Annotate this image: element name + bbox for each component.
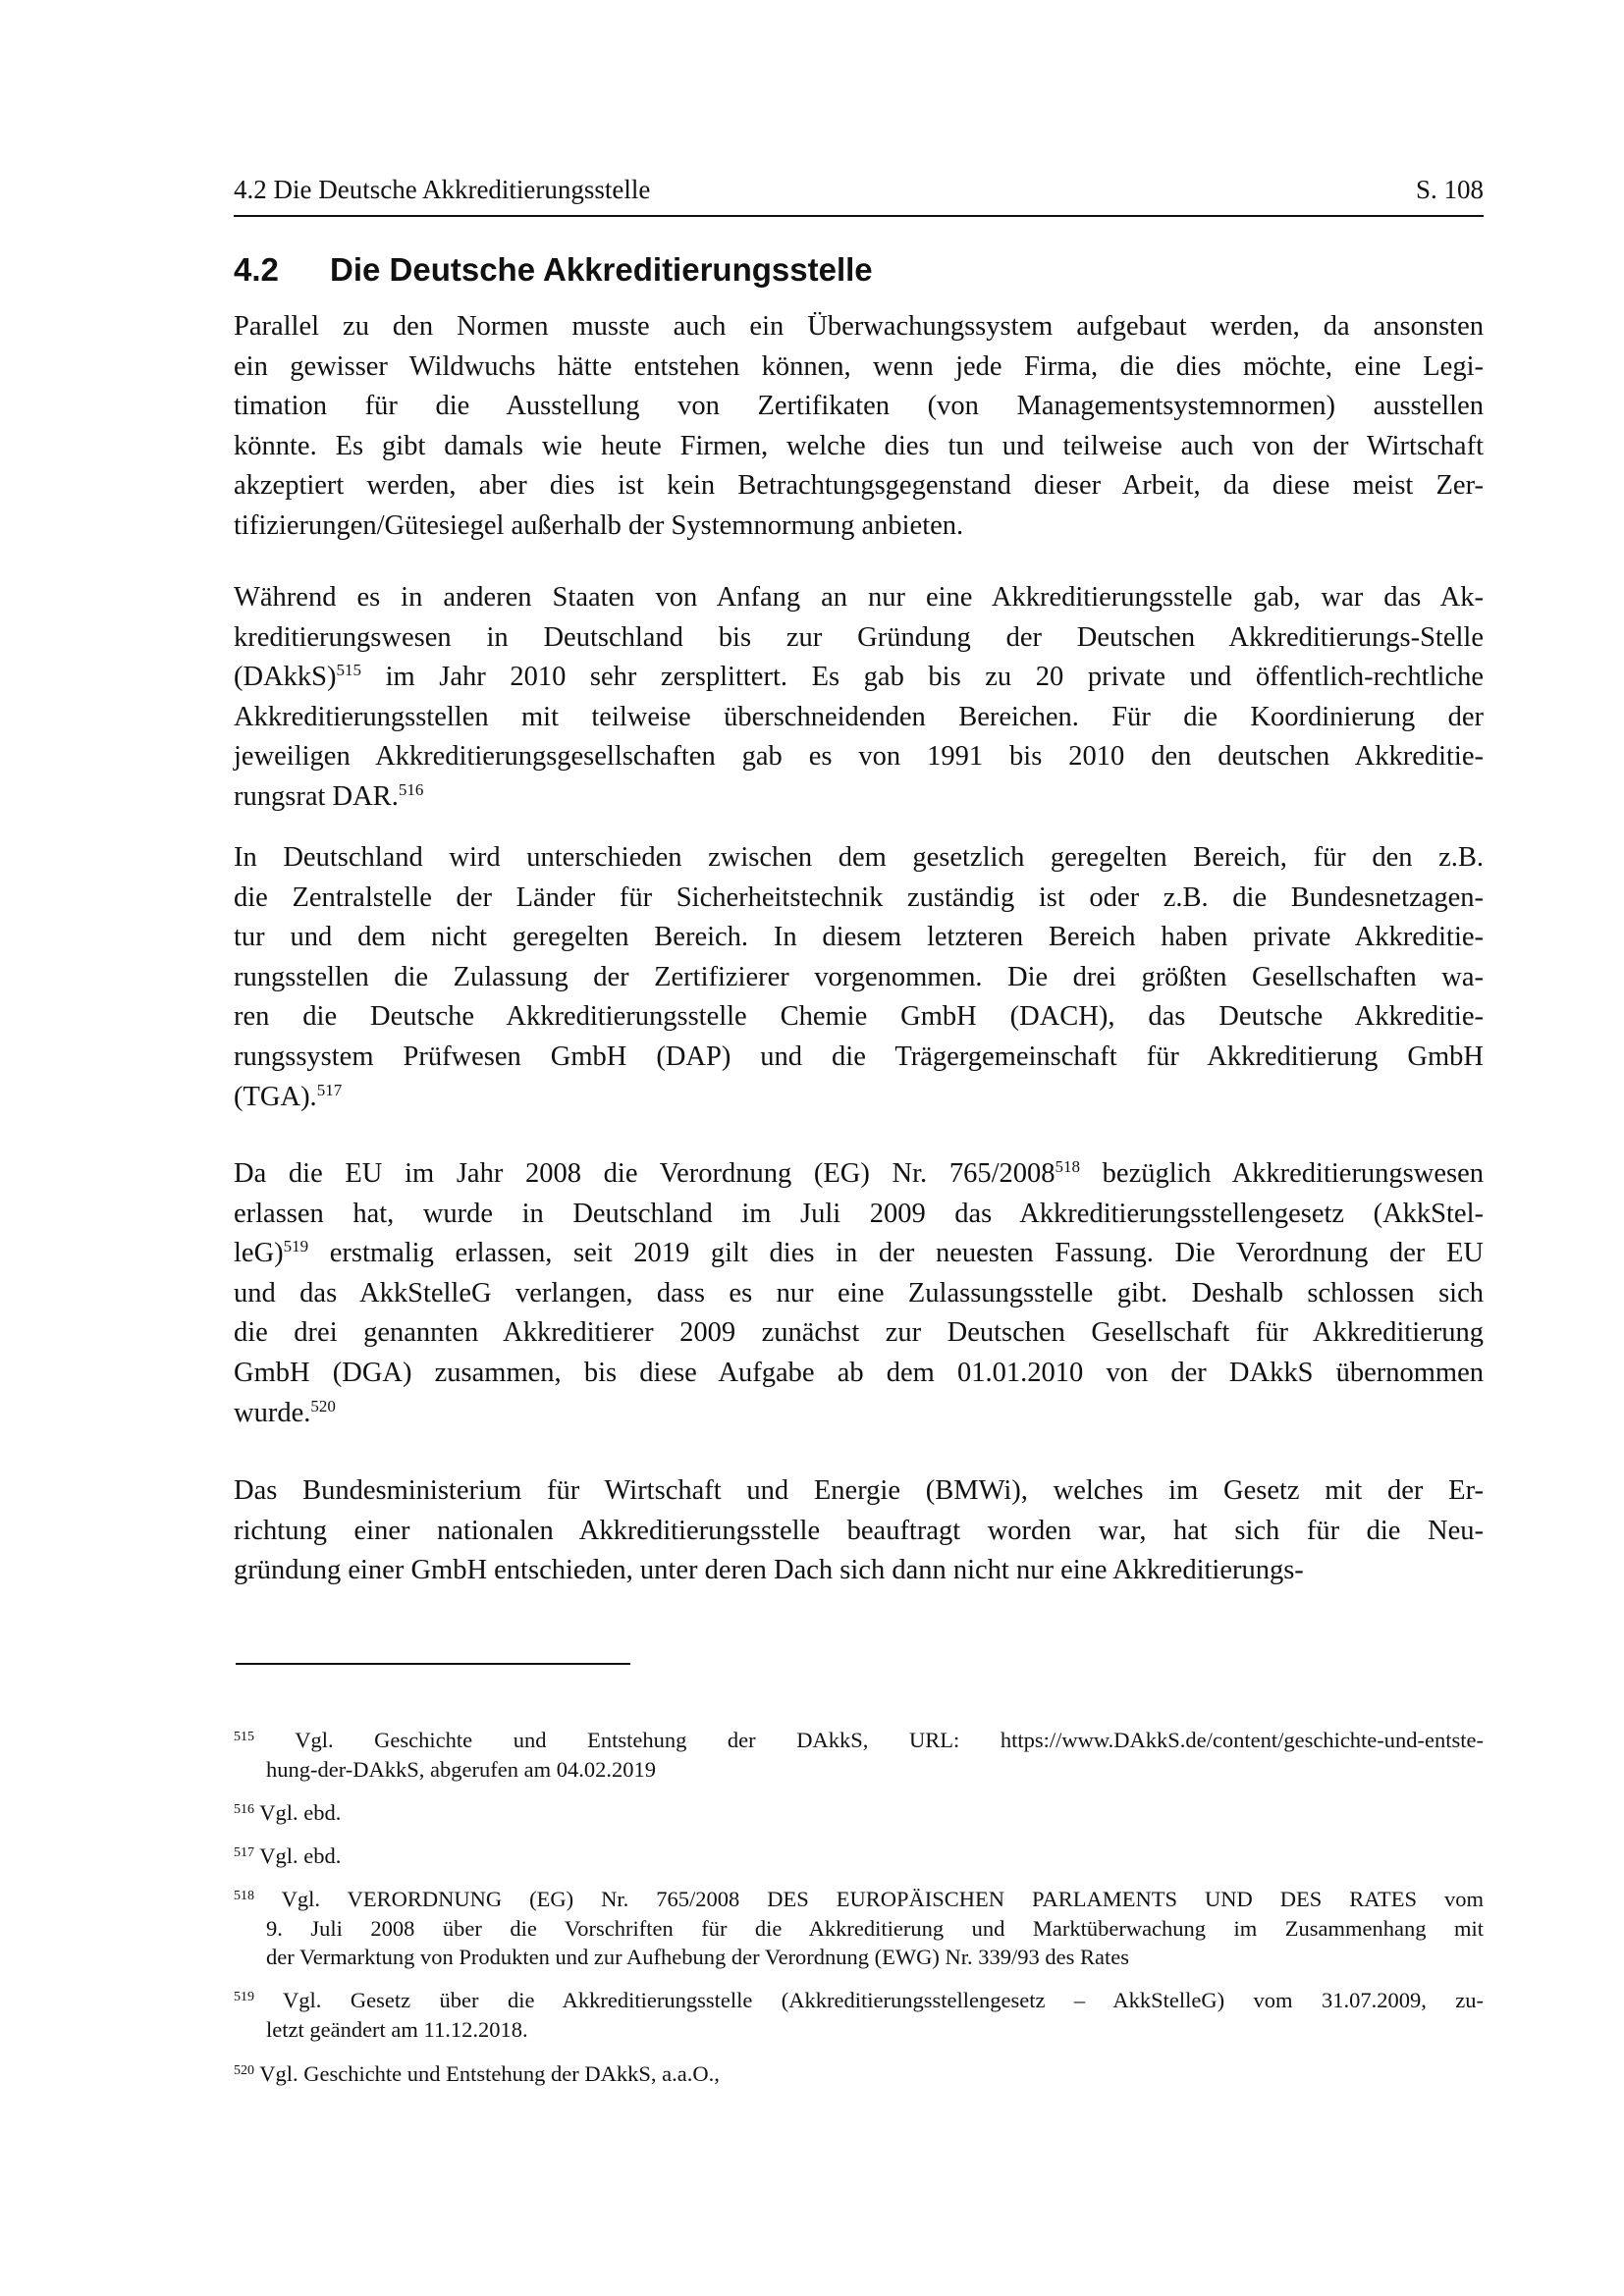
- text-line: timation für die Ausstellung von Zertifikaten (von Managementsystemnormen) ausstellen: [234, 391, 1484, 422]
- footnote-number: 515: [234, 1730, 254, 1744]
- text-line: leG)$^{519}$ erstmalig erlassen, seit 2019 gilt dies in der neuesten Fassung. Die Verordnung der EU: [234, 1237, 1484, 1269]
- text-line: Das Bundesministerium für Wirtschaft und Energie (BMWi), welches im Gesetz mit der Er-: [234, 1475, 1484, 1506]
- footnote: [234, 1842, 1484, 1871]
- running-header: [234, 175, 1484, 205]
- text-line: gründung einer GmbH entschieden, unter deren Dach sich dann nicht nur eine Akkreditierungs-: [234, 1555, 1304, 1586]
- footnote-number: 518: [234, 1889, 254, 1903]
- text-line: und das AkkStelleG verlangen, dass es nur eine Zulassungsstelle gibt. Deshalb schlossen sich: [234, 1277, 1484, 1308]
- footnote-ref[interactable]: 517: [316, 1080, 343, 1099]
- running-header-section: 4.2 Die Deutsche Akkreditierungsstelle: [234, 175, 651, 204]
- text-line: rungssystem Prüfwesen GmbH (DAP) und die Trägergemeinschaft für Akkreditierung GmbH: [234, 1041, 1484, 1072]
- footnote-line: der Vermarktung von Produkten und zur Aufhebung der Verordnung (EWG) Nr. 339/93 des Rates: [266, 1945, 1129, 1969]
- header-rule: [234, 215, 1484, 217]
- text-line: tur und dem nicht geregelten Bereich. In diesem letzteren Bereich haben private Akkreditie-: [234, 922, 1484, 953]
- footnote-number: 517: [234, 1845, 254, 1860]
- text-line: (DAkkS)$^{515}$ im Jahr 2010 sehr zersplittert. Es gab bis zu 20 private und öffentlich-rechtliche: [234, 661, 1484, 693]
- footnote-line: hung-der-DAkkS, abgerufen am 04.02.2019: [266, 1756, 656, 1782]
- footnote-number: 519: [234, 1990, 254, 2004]
- paragraph: [234, 838, 1484, 1117]
- footnote-line: $^{518}$ Vgl. VERORDNUNG (EG) Nr. 765/2008 DES EUROPÄISCHEN PARLAMENTS UND DES RATES vom: [234, 1887, 1484, 1911]
- footnote-line: $^{516}$ Vgl. ebd.: [234, 1800, 342, 1825]
- footnote-line: 9. Juli 2008 über die Vorschriften für die Akkreditierung und Marktüberwachung im Zusammenhang mit: [266, 1915, 1484, 1941]
- footnote-line: $^{515}$ Vgl. Geschichte und Entstehung der DAkkS, URL: https://www.DAkkS.de/content/geschichte-und-entste-: [234, 1728, 1485, 1752]
- footnote: [234, 2059, 1484, 2089]
- text-line: richtung einer nationalen Akkreditierungsstelle beauftragt worden war, hat sich für die Neu-: [234, 1515, 1484, 1546]
- paragraph: [234, 1471, 1484, 1591]
- text-line: wurde.$^{520}$: [234, 1396, 336, 1428]
- text-line: In Deutschland wird unterschieden zwischen dem gesetzlich geregelten Bereich, für den z.B.: [234, 842, 1484, 873]
- text-line: akzeptiert werden, aber dies ist kein Betrachtungsgegenstand dieser Arbeit, da diese meist Zer-: [234, 470, 1484, 502]
- text-line: könnte. Es gibt damals wie heute Firmen, welche dies tun und teilweise auch von der Wirtschaft: [234, 430, 1484, 461]
- footnote-ref[interactable]: 518: [1055, 1157, 1080, 1176]
- footnote-line: $^{517}$ Vgl. ebd.: [234, 1843, 342, 1868]
- text-line: Da die EU im Jahr 2008 die Verordnung (EG) Nr. 765/2008$^{518}$ bezüglich Akkreditierungswesen: [234, 1157, 1484, 1189]
- page-number: S. 108: [1415, 175, 1484, 204]
- footnote-number: 516: [234, 1802, 254, 1817]
- footnote-line: $^{519}$ Vgl. Gesetz über die Akkreditierungsstelle (Akkreditierungsstellengesetz – AkkStelleG) vom 31.07.2009, zu-: [234, 1988, 1484, 2012]
- text-line: erlassen hat, wurde in Deutschland im Juli 2009 das Akkreditierungsstellengesetz (AkkStel-: [234, 1198, 1484, 1229]
- text-line: jeweiligen Akkreditierungsgesellschaften gab es von 1991 bis 2010 den deutschen Akkreditie-: [234, 741, 1484, 773]
- text-line: rungsrat DAR.$^{516}$: [234, 779, 424, 812]
- footnote-line: $^{520}$ Vgl. Geschichte und Entstehung der DAkkS, a.a.O.,: [234, 2061, 720, 2086]
- text-line: ren die Deutsche Akkreditierungsstelle Chemie GmbH (DACH), das Deutsche Akkreditie-: [234, 1001, 1484, 1033]
- text-line: Während es in anderen Staaten von Anfang an nur eine Akkreditierungsstelle gab, war das Ak-: [234, 582, 1484, 613]
- text-line: (TGA).$^{517}$: [234, 1080, 343, 1112]
- text-line: ein gewisser Wildwuchs hätte entstehen können, wenn jede Firma, die dies möchte, eine Legi-: [234, 350, 1484, 382]
- text-line: rungsstellen die Zulassung der Zertifizierer vorgenommen. Die drei größten Gesellschaften wa-: [234, 961, 1484, 992]
- footnote: [234, 1986, 1484, 2044]
- paragraph: [234, 578, 1484, 818]
- footnote-ref[interactable]: 519: [283, 1237, 309, 1256]
- footnote: [234, 1798, 1484, 1828]
- footnote-ref[interactable]: 515: [336, 661, 361, 680]
- text-line: kreditierungswesen in Deutschland bis zur Gründung der Deutschen Akkreditierungs-Stelle: [234, 621, 1484, 653]
- section-heading: [234, 251, 873, 289]
- text-line: tifizierungen/Gütesiegel außerhalb der Systemnormung anbieten.: [234, 509, 964, 541]
- paragraph: [234, 307, 1484, 547]
- text-line: die drei genannten Akkreditierer 2009 zunächst zur Deutschen Gesellschaft für Akkreditierung: [234, 1317, 1484, 1349]
- footnote-ref[interactable]: 520: [310, 1396, 336, 1415]
- footnote-separator: [236, 1663, 630, 1665]
- text-line: Parallel zu den Normen musste auch ein Überwachungssystem aufgebaut werden, da ansonsten: [234, 311, 1484, 342]
- section-title: Die Deutsche Akkreditierungsstelle: [330, 251, 873, 288]
- text-line: GmbH (DGA) zusammen, bis diese Aufgabe ab dem 01.01.2010 von der DAkkS übernommen: [234, 1357, 1484, 1388]
- paragraph: [234, 1154, 1484, 1433]
- footnote-ref[interactable]: 516: [398, 779, 424, 799]
- footnote-number: 520: [234, 2063, 254, 2078]
- section-number: 4.2: [234, 251, 279, 288]
- text-line: die Zentralstelle der Länder für Sicherheitstechnik zuständig ist oder z.B. die Bundesnetzagen-: [234, 881, 1484, 913]
- footnote-line: letzt geändert am 11.12.2018.: [266, 2016, 528, 2042]
- text-line: Akkreditierungsstellen mit teilweise überschneidenden Bereichen. Für die Koordinierung der: [234, 701, 1484, 732]
- footnote: [234, 1885, 1484, 1972]
- footnote: [234, 1726, 1484, 1784]
